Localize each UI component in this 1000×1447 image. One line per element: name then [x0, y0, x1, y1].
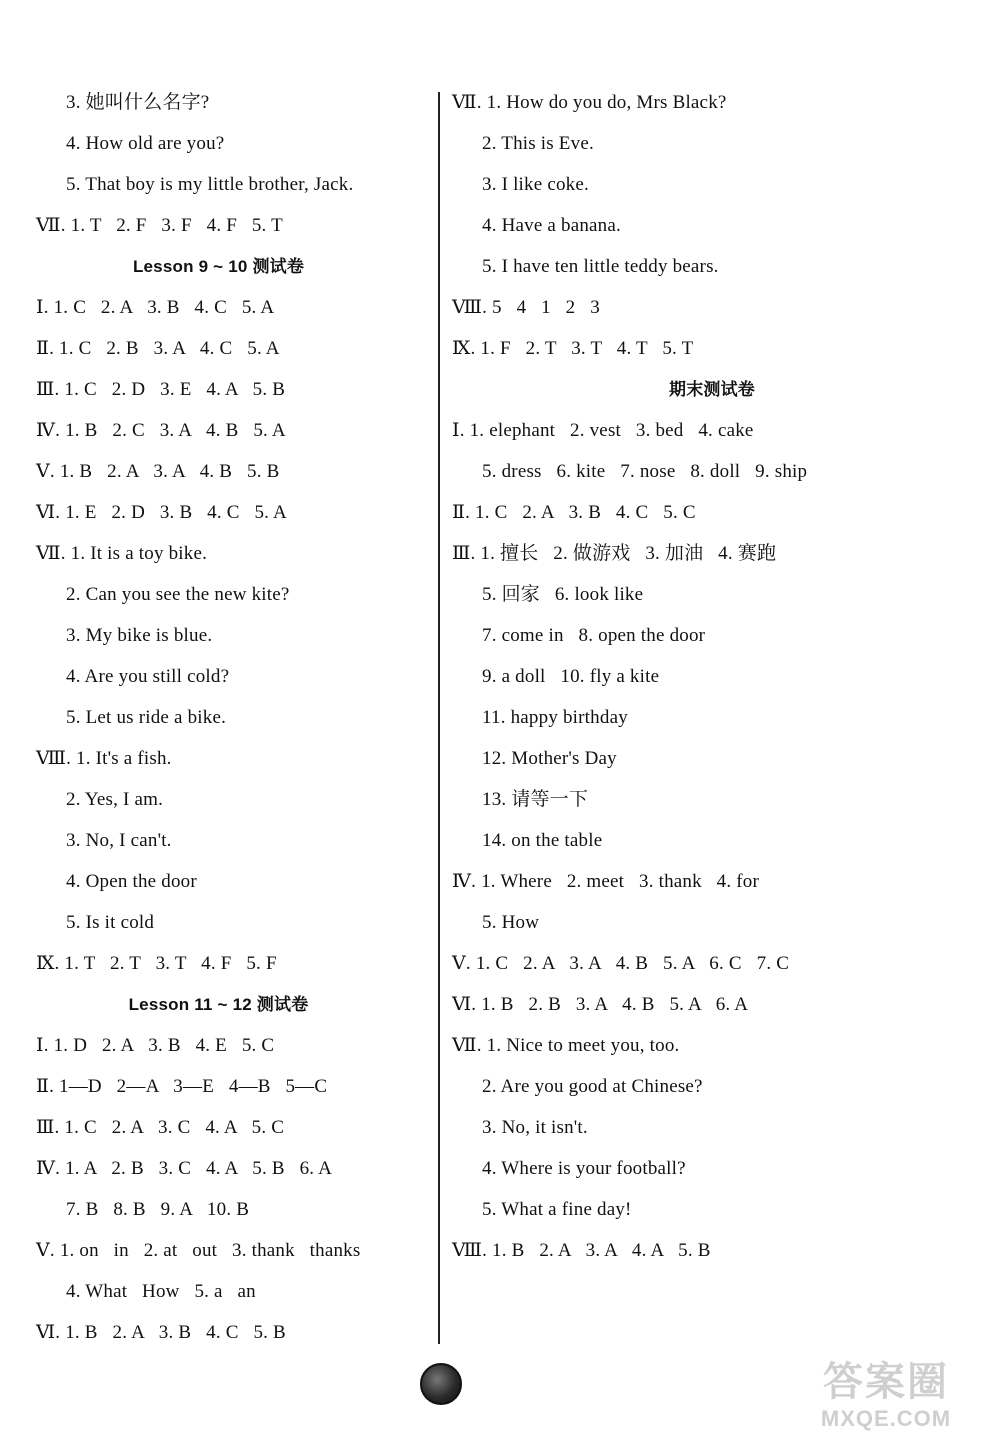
answer-line: Ⅵ. 1. E 2. D 3. B 4. C 5. A	[36, 502, 287, 523]
answer-line: Ⅳ. 1. Where 2. meet 3. thank 4. for	[452, 871, 760, 892]
answer-line: 5. I have ten little teddy bears.	[482, 256, 719, 277]
answer-line: 4. Have a banana.	[482, 215, 621, 236]
answer-line: 11. happy birthday	[482, 707, 628, 728]
answer-line: Ⅴ. 1. B 2. A 3. A 4. B 5. B	[36, 461, 280, 482]
answer-line: 14. on the table	[482, 830, 603, 851]
answer-line: Ⅵ. 1. B 2. B 3. A 4. B 5. A 6. A	[452, 994, 749, 1015]
answer-line: Ⅷ. 1. It's a fish.	[36, 748, 172, 769]
answer-line: Ⅷ. 5 4 1 2 3	[452, 297, 600, 318]
answer-line: Ⅰ. 1. elephant 2. vest 3. bed 4. cake	[452, 420, 754, 441]
answer-line: 4. Are you still cold?	[66, 666, 230, 687]
answer-line: Ⅲ. 1. C 2. D 3. E 4. A 5. B	[36, 379, 286, 400]
answer-line: Ⅵ. 1. B 2. A 3. B 4. C 5. B	[36, 1322, 286, 1343]
answer-line: 5. How	[482, 912, 540, 933]
answer-line: 4. Where is your football?	[482, 1158, 686, 1179]
answer-line: 4. Open the door	[66, 871, 197, 892]
left-answer-column	[36, 82, 431, 1353]
answer-line: Ⅴ. 1. on in 2. at out 3. thank thanks	[36, 1240, 361, 1261]
section-heading: Lesson 9 ~ 10 测试卷	[132, 257, 305, 276]
section-heading: Lesson 11 ~ 12 测试卷	[128, 995, 309, 1014]
column-divider	[438, 92, 440, 1344]
answer-line: Ⅶ. 1. It is a toy bike.	[36, 543, 208, 564]
answer-line: 5. Is it cold	[66, 912, 155, 933]
page-number-badge-icon	[420, 1363, 462, 1405]
answer-line: 5. Let us ride a bike.	[66, 707, 227, 728]
watermark-logo: 答案圈	[823, 1360, 949, 1404]
answer-line: 4. How old are you?	[66, 133, 225, 154]
answer-line: 7. B 8. B 9. A 10. B	[66, 1199, 250, 1220]
answer-line: 9. a doll 10. fly a kite	[482, 666, 660, 687]
answer-line: Ⅱ. 1. C 2. A 3. B 4. C 5. C	[452, 502, 696, 523]
answer-line: Ⅴ. 1. C 2. A 3. A 4. B 5. A 6. C 7. C	[452, 953, 790, 974]
answer-line: 4. What How 5. a an	[66, 1281, 256, 1302]
answer-line: 2. Are you good at Chinese?	[482, 1076, 703, 1097]
answer-line: Ⅶ. 1. How do you do, Mrs Black?	[452, 92, 727, 113]
answer-line: 5. 回家 6. look like	[482, 584, 644, 605]
answer-line: 2. Yes, I am.	[66, 789, 164, 810]
watermark-url: MXQE.COM	[820, 1406, 952, 1431]
answer-line: 5. dress 6. kite 7. nose 8. doll 9. ship	[482, 461, 808, 482]
answer-line: 3. No, it isn't.	[482, 1117, 588, 1138]
answer-line: Ⅶ. 1. T 2. F 3. F 4. F 5. T	[36, 215, 283, 236]
answer-line: 7. come in 8. open the door	[482, 625, 706, 646]
answer-line: Ⅲ. 1. C 2. A 3. C 4. A 5. C	[36, 1117, 285, 1138]
answer-line: Ⅰ. 1. C 2. A 3. B 4. C 5. A	[36, 297, 275, 318]
answer-line: 3. My bike is blue.	[66, 625, 213, 646]
answer-line: Ⅸ. 1. T 2. T 3. T 4. F 5. F	[36, 953, 277, 974]
answer-line: Ⅶ. 1. Nice to meet you, too.	[452, 1035, 680, 1056]
answer-line: 3. I like coke.	[482, 174, 589, 195]
answer-line: 3. No, I can't.	[66, 830, 172, 851]
right-answer-column	[452, 82, 972, 1271]
answer-line: 3. 她叫什么名字?	[66, 92, 210, 113]
answer-line: Ⅳ. 1. A 2. B 3. C 4. A 5. B 6. A	[36, 1158, 333, 1179]
answer-line: Ⅳ. 1. B 2. C 3. A 4. B 5. A	[36, 420, 286, 441]
answer-line: Ⅰ. 1. D 2. A 3. B 4. E 5. C	[36, 1035, 275, 1056]
answer-line: Ⅱ. 1—D 2—A 3—E 4—B 5—C	[36, 1076, 328, 1097]
section-heading: 期末测试卷	[669, 380, 755, 399]
answer-line: Ⅱ. 1. C 2. B 3. A 4. C 5. A	[36, 338, 280, 359]
answer-line: Ⅲ. 1. 擅长 2. 做游戏 3. 加油 4. 赛跑	[452, 543, 777, 564]
answer-line: Ⅷ. 1. B 2. A 3. A 4. A 5. B	[452, 1240, 711, 1261]
answer-line: Ⅸ. 1. F 2. T 3. T 4. T 5. T	[452, 338, 694, 359]
answer-line: 13. 请等一下	[482, 789, 589, 810]
answer-line: 12. Mother's Day	[482, 748, 617, 769]
answer-line: 2. This is Eve.	[482, 133, 594, 154]
answer-line: 2. Can you see the new kite?	[66, 584, 290, 605]
answer-line: 5. That boy is my little brother, Jack.	[66, 174, 354, 195]
watermark	[786, 1359, 986, 1439]
answer-line: 5. What a fine day!	[482, 1199, 632, 1220]
